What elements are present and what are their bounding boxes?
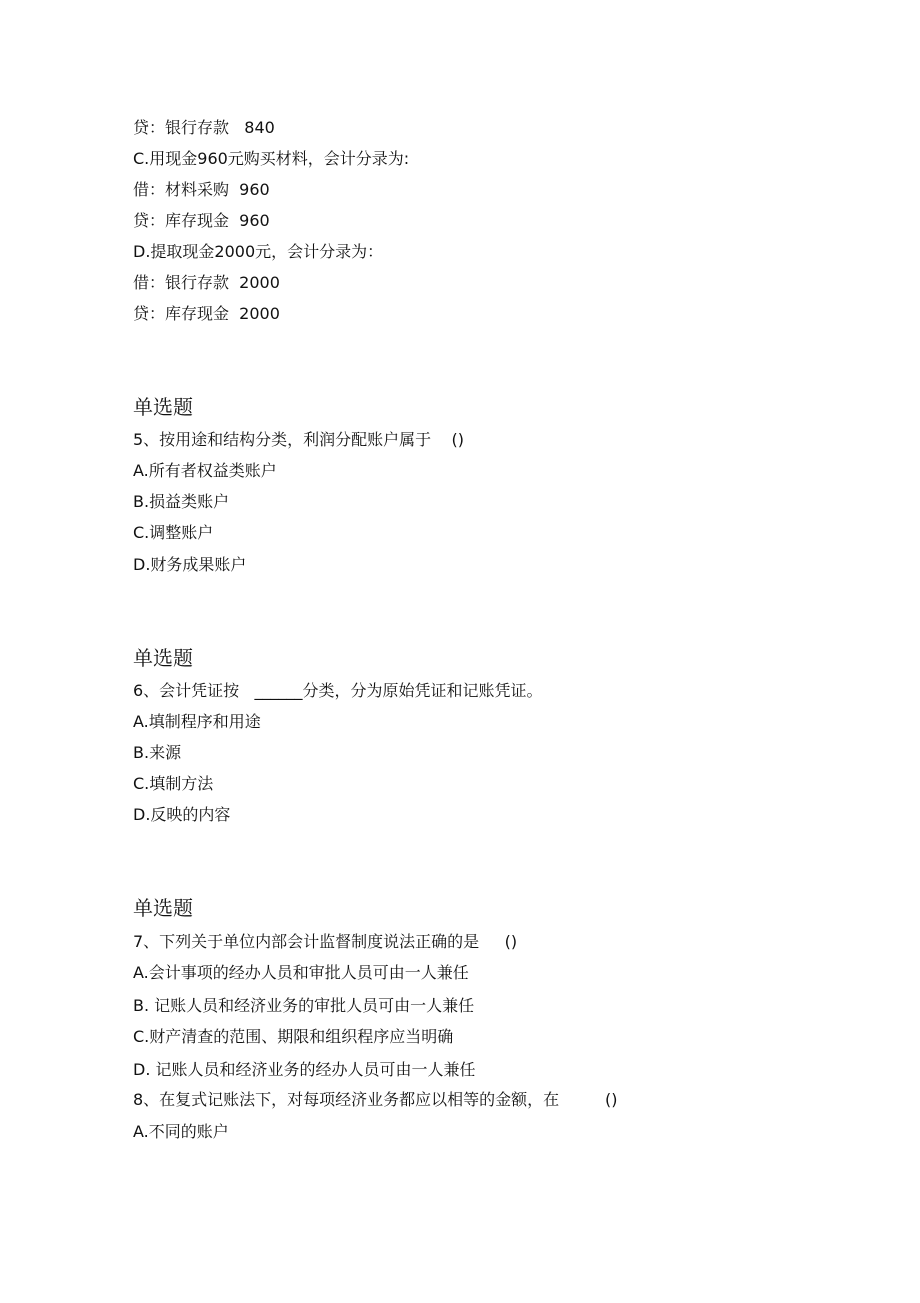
- q5-option-a: A.所有者权益类账户: [133, 461, 277, 480]
- q8-option-a: A.不同的账户: [133, 1122, 229, 1141]
- q4-c-credit-line: 贷：库存现金 960: [133, 211, 270, 230]
- q4-option-d: D.提取现金2000元，会计分录为：: [133, 242, 384, 261]
- q4-b-credit-line: 贷：银行存款 840: [133, 118, 275, 137]
- q6-option-c: C.填制方法: [133, 774, 214, 793]
- question-6: 6、会计凭证按 ______分类，分为原始凭证和记账凭证。: [133, 681, 543, 700]
- q5-option-d: D.财务成果账户: [133, 555, 247, 574]
- q7-option-a: A.会计事项的经办人员和审批人员可由一人兼任: [133, 963, 469, 982]
- section-heading-q5: 单选题: [133, 395, 193, 419]
- q7-option-d: D. 记账人员和经济业务的经办人员可由一人兼任: [133, 1060, 476, 1079]
- q4-c-debit-line: 借：材料采购 960: [133, 180, 270, 199]
- q7-option-b: B. 记账人员和经济业务的审批人员可由一人兼任: [133, 996, 475, 1015]
- q5-option-c: C.调整账户: [133, 523, 214, 542]
- q4-d-debit-line: 借：银行存款 2000: [133, 273, 280, 292]
- q6-option-d: D.反映的内容: [133, 805, 231, 824]
- q7-option-c: C.财产清查的范围、期限和组织程序应当明确: [133, 1027, 454, 1046]
- question-7: 7、下列关于单位内部会计监督制度说法正确的是 (): [133, 932, 518, 951]
- q5-option-b: B.损益类账户: [133, 492, 230, 511]
- q6-option-a: A.填制程序和用途: [133, 712, 261, 731]
- question-8: 8、在复式记账法下，对每项经济业务都应以相等的金额，在 (): [133, 1090, 618, 1109]
- q4-option-c: C.用现金960元购买材料，会计分录为:: [133, 149, 410, 168]
- section-heading-q7: 单选题: [133, 896, 193, 920]
- q4-d-credit-line: 贷：库存现金 2000: [133, 304, 280, 323]
- question-5: 5、按用途和结构分类，利润分配账户属于 (): [133, 430, 465, 449]
- q6-option-b: B.来源: [133, 743, 182, 762]
- section-heading-q6: 单选题: [133, 646, 193, 670]
